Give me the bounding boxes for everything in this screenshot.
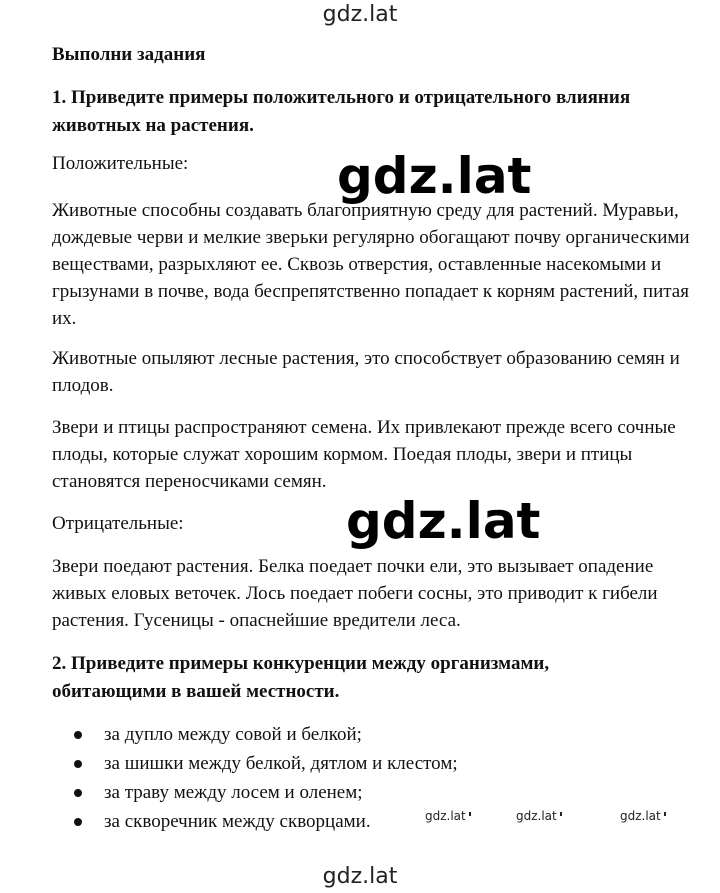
list-item-text: за шишки между белкой, дятлом и клестом; [104, 753, 458, 774]
positive-paragraph-1: Животные способны создавать благоприятную среду для растений. Муравьи, дождевые черви и мелкие зверьки регулярно обогащают почву органическими веществами, разрыхляют ее. Сквозь отверстия, оставленные насекомыми и грызунами в почве, вода беспрепятственно попадает к корням растений, питая их. [52, 200, 690, 329]
watermark-small-2: gdz.lat [516, 809, 562, 823]
page-heading: Выполни задания [52, 44, 206, 65]
task-2-title: 2. Приведите примеры конкуренции между организмами, обитающими в вашей местности. [52, 653, 550, 702]
negative-label: Отрицательные: [52, 513, 184, 534]
list-item [52, 749, 692, 778]
bullet-icon [74, 760, 82, 768]
watermark-small-1: gdz.lat [425, 809, 471, 823]
positive-label: Положительные: [52, 153, 189, 174]
list-item [52, 778, 692, 807]
positive-paragraph-2: Животные опыляют лесные растения, это способствует образованию семян и плодов. [52, 348, 680, 396]
list-item-text: за дупло между совой и белкой; [104, 724, 362, 745]
watermark-top: gdz.lat [322, 2, 398, 27]
watermark-small-3: gdz.lat [620, 809, 666, 823]
list-item-text: за траву между лосем и оленем; [104, 782, 363, 803]
watermark-large-1: gdz.lat [337, 147, 532, 205]
list-item [52, 720, 692, 749]
task-1-title: 1. Приведите примеры положительного и отрицательного влияния животных на растения. [52, 87, 631, 136]
list-item-text: за скворечник между скворцами. [104, 811, 371, 832]
watermark-bottom: gdz.lat [322, 864, 398, 889]
list-item [52, 807, 692, 836]
positive-paragraph-3: Звери и птицы распространяют семена. Их привлекают прежде всего сочные плоды, которые служат хорошим кормом. Поедая плоды, звери и птицы становятся переносчиками семян. [52, 417, 676, 492]
bullet-icon [74, 731, 82, 739]
bullet-icon [74, 789, 82, 797]
watermark-large-2: gdz.lat [346, 492, 541, 550]
bullet-icon [74, 818, 82, 826]
negative-paragraph: Звери поедают растения. Белка поедает почки ели, это вызывает опадение живых еловых веточек. Лось поедает побеги сосны, это приводит к гибели растения. Гусеницы - опаснейшие вредители леса. [52, 556, 658, 631]
competition-list [52, 720, 692, 836]
